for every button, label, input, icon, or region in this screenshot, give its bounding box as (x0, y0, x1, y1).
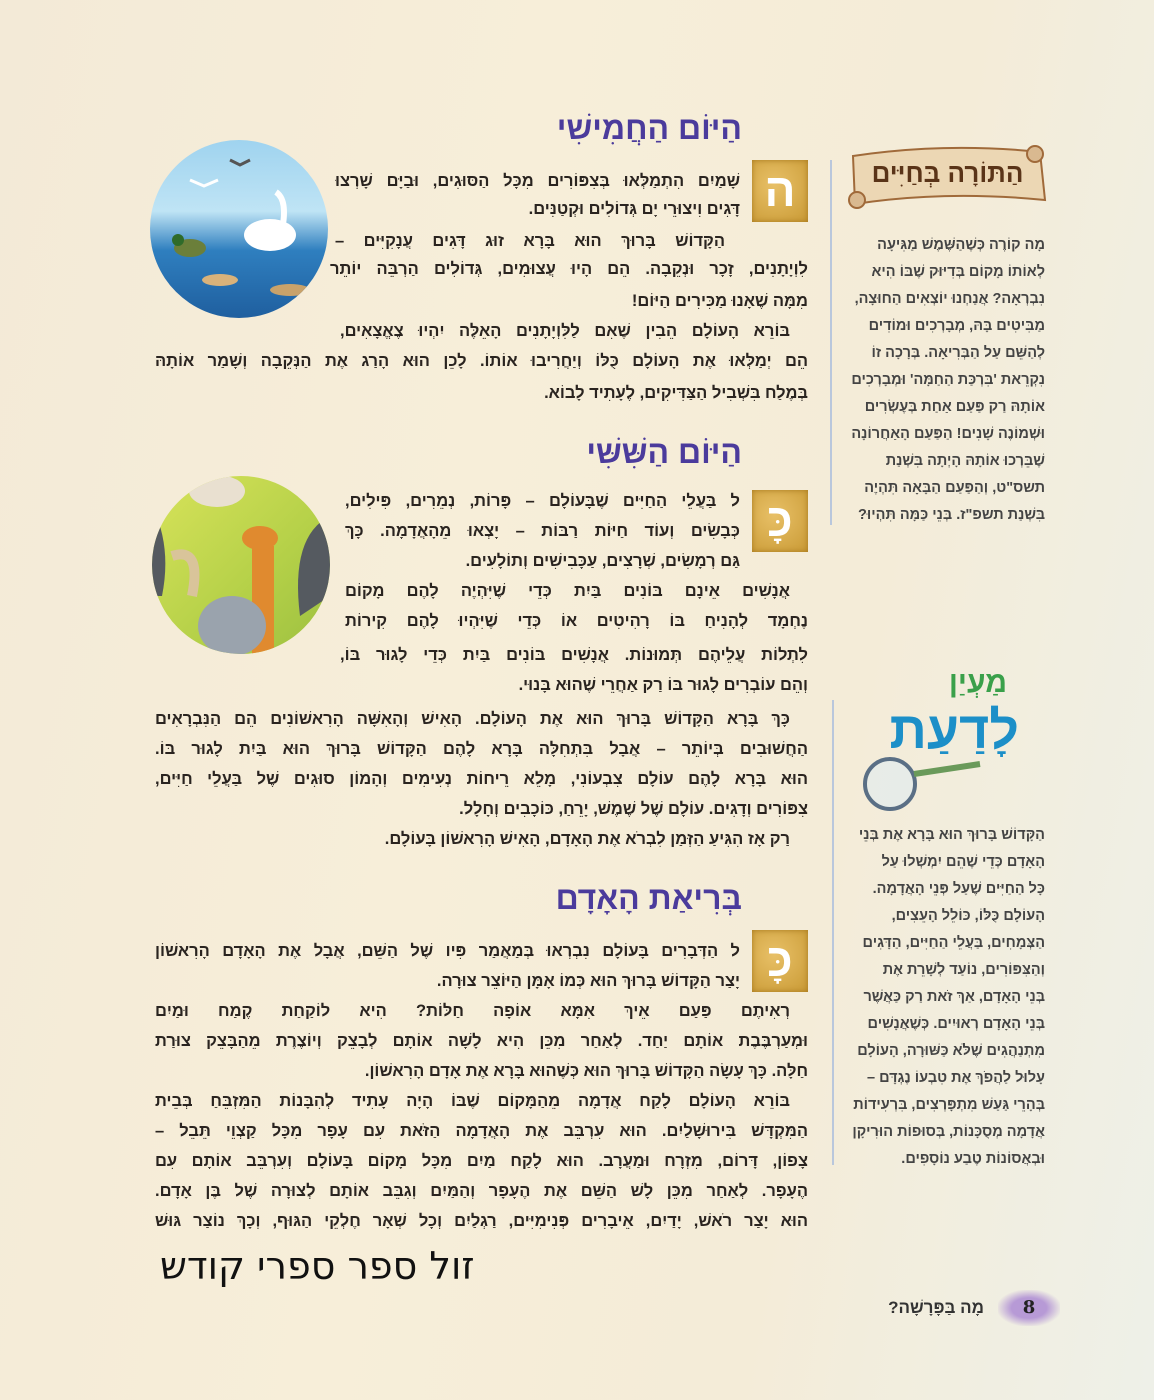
sidebar-text-line: שֶׁבֵּרְכוּ אוֹתָהּ הָיְתָה בִּשְׁנַת (885, 453, 1045, 469)
section-title-sixth-day: הַיּוֹם הַשִּׁשִּׁי (586, 434, 742, 470)
sidebar-divider (830, 160, 832, 525)
sidebar-text-line: לְאוֹתוֹ מָקוֹם בְּדִיּוּק שֶׁבּוֹ הִיא (871, 264, 1045, 280)
sidebar-divider (832, 700, 834, 1165)
logo-title-bottom: לָדַעַת (889, 702, 1019, 760)
text-line: וּמְעַרְבֶּבֶת אוֹתָם יַחַד. לְאַחַר מִכֵּן הִיא לָשָׁה אוֹתָם לְבָצֵק וְיוֹצֶרֶת מֵהַבָּצֵק צוּרַת (155, 1032, 808, 1050)
text-line: רְאִיתֶם פַּעַם אֵיךְ אִמָּא אוֹפָה חַלּוֹת? הִיא לוֹקַחַת קֶמַח וּמַיִם (155, 1002, 790, 1020)
dropcap: כָּ (752, 490, 808, 552)
sea-creatures-illustration (150, 140, 328, 318)
birds-fish-icon (150, 140, 328, 318)
section-title-fifth-day: הַיּוֹם הַחֲמִישִׁי (556, 110, 742, 146)
text-line: רַק אָז הִגִּיעַ הַזְּמַן לִבְרֹא אֶת הָאָדָם, הָאִישׁ הָרִאשׁוֹן בָּעוֹלָם. (384, 830, 790, 848)
sidebar-text-line: הָאָדָם כְּדֵי שֶׁהֵם יִמְשְׁלוּ עַל (881, 854, 1045, 870)
text-line: הֶעָפָר. לְאַחַר מִכֵּן לָשׁ הַשֵּׁם אֶת הֶעָפָר וְהַמַּיִם וְגִבֵּב אוֹתָם לְצוּרָה שֶׁל בֶּן אָדָם. (155, 1182, 808, 1200)
sidebar-text-line: וּשְׁמוֹנֶה שָׁנִים! הַפַּעַם הָאַחֲרוֹנָה (851, 426, 1045, 442)
text-line: בְּמֶלַח בִּשְׁבִיל הַצַּדִּיקִים, לֶעָתִיד לָבוֹא. (544, 384, 808, 402)
text-line: דָּגִים וִיצוּרֵי יָם גְּדוֹלִים וּקְטַנִּים. (528, 200, 740, 218)
text-line: צָפוֹן, דָּרוֹם, מִזְרָח וּמַעֲרָב. הוּא לָקַח מַיִם מִכָּל מָקוֹם בָּעוֹלָם וְעִרְבֵּב אוֹתָם עִם (155, 1152, 808, 1170)
sidebar-text-line: בְּנֵי הָאָדָם, אַךְ זֹאת רַק כַּאֲשֶׁר (863, 989, 1045, 1005)
text-line: ל הַדְּבָרִים בָּעוֹלָם נִבְרְאוּ בְּמַאֲמַר פִּיו שֶׁל הַשֵּׁם, אֲבָל אֶת הָאָדָם הָרִאשׁוֹן (155, 942, 740, 960)
text-line: כָּךְ בָּרָא הַקָּדוֹשׁ בָּרוּךְ הוּא אֶת הָעוֹלָם. הָאִישׁ וְהָאִשָּׁה הָרִאשׁוֹנִים הֵם הַנִּבְרָאִים (155, 710, 790, 728)
text-line: כְּבָשִׂים וְעוֹד חַיּוֹת רַבּוֹת – יָצְאוּ מֵהָאֲדָמָה. כָּךְ (345, 522, 740, 540)
text-line: צִפּוֹרִים וְדָגִים. עוֹלָם שֶׁל שֶׁמֶשׁ, יָרֵחַ, כּוֹכָבִים וְחָלָל. (459, 800, 808, 818)
sidebar-text-line: לְהַשֵּׁם עַל הַבְּרִיאָה. בְּרָכָה זוֹ (871, 345, 1045, 361)
text-line: הוּא בָּרָא לָהֶם עוֹלָם צִבְעוֹנִי, מָלֵא רֵיחוֹת נְעִימִים וְהָמוֹן סוּגִים שֶׁל בַּעֲלֵי חַיִּים, (155, 770, 808, 788)
text-line: הַחֲשׁוּבִים בְּיוֹתֵר – אֲבָל בִּתְחִלָּה בָּרָא לָהֶם הַקָּדוֹשׁ בָּרוּךְ הוּא בַּיִת לָגוּר בּוֹ. (155, 740, 808, 758)
sidebar-text-line: מָה קוֹרֶה כְּשֶׁהַשֶּׁמֶשׁ מַגִּיעָה (877, 237, 1045, 253)
text-line: מִמָּה שֶׁאָנוּ מַכִּירִים הַיּוֹם! (631, 292, 808, 310)
sidebar-text-line: נִקְרֵאת 'בִּרְכַּת הַחַמָּה' וּמְבָרְכִים (851, 372, 1045, 388)
sidebar-text-line: הַקָּדוֹשׁ בָּרוּךְ הוּא בָּרָא אֶת בְּנֵי (858, 827, 1045, 843)
page-number: 8 (1022, 1297, 1036, 1318)
text-line: ל בַּעֲלֵי הַחַיִּים שֶׁבָּעוֹלָם – פָּרוֹת, נְמֵרִים, פִּילִים, (345, 492, 740, 510)
watermark-text: זול ספר ספרי קודש (160, 1244, 475, 1288)
text-line: חַלָּה. כָּךְ עָשָׂה הַקָּדוֹשׁ בָּרוּךְ הוּא כְּשֶׁהוּא בָּרָא אֶת אָדָם הָרִאשׁוֹן. (364, 1062, 808, 1080)
sidebar-text-line: מִתְנַהֲגִים שֶׁלֹּא כַּשּׁוּרָה, הָעוֹלָם (857, 1043, 1045, 1059)
sidebar-text-line: עָלוּל לַהֲפֹךְ אֶת טִבְעוֹ נֶגְדָּם – (867, 1070, 1045, 1086)
sidebar-text-line: וְהַצִּפּוֹרִים, נוֹעַד לְשָׁרֵת אֶת (882, 962, 1045, 978)
sidebar-text-line: וּבְאֲסוֹנוֹת טֶבַע נוֹסָפִים. (901, 1151, 1045, 1167)
book-title: מָה בַּפָּרָשָׁה? (888, 1298, 984, 1317)
dropcap: ה (752, 160, 808, 222)
text-line: הוּא יָצַר רֹאשׁ, יָדַיִם, אֵיבָרִים פְּנִימִיִּים, רַגְלַיִם וְכָל שְׁאָר חֶלְקֵי הַגּוּף, וְכָךְ נוֹצַר גּוּשׁ (155, 1212, 808, 1230)
animals-illustration (152, 476, 330, 654)
torah-in-life-banner (845, 142, 1050, 212)
sidebar-text-line: תשס"ט, וְהַפַּעַם הַבָּאָה תִּהְיֶה (864, 480, 1045, 496)
sidebar-text-line: בְּהָרֵי גַּעַשׁ מִתְפָּרְצִים, בִּרְעִידוֹת (853, 1097, 1045, 1113)
did-you-know-logo (850, 666, 1035, 816)
sidebar-text-line: הָעוֹלָם כֻּלּוֹ, כּוֹלֵל הָעֵצִים, (891, 908, 1045, 924)
sidebar-text-line: בִּשְׁנַת תשפ"ז. בְּנֵי כַּמָּה תִּהְיוּ? (858, 507, 1045, 523)
giraffe-elephant-icon (152, 476, 330, 654)
sidebar-text-line: הַצְּמָחִים, בַּעֲלֵי הַחַיִּים, הַדָּגִים (862, 935, 1045, 951)
sidebar-text-line: אֲדָמָה מְסֻכָּנוֹת, בְּסוּפוֹת הוּרִיקָן (852, 1124, 1045, 1140)
text-line: הֵם יְמַלְּאוּ אֶת הָעוֹלָם כֻּלּוֹ וְיַחֲרִיבוּ אוֹתוֹ. לָכֵן הוּא הָרַג אֶת הַנְּקֵבָה וְשָׁמַר אוֹתָהּ (155, 352, 808, 370)
text-line: אֲנָשִׁים אֵינָם בּוֹנִים בַּיִת כְּדֵי שֶׁיִּהְיֶה לָהֶם מָקוֹם (345, 582, 790, 600)
text-line: הַקָּדוֹשׁ בָּרוּךְ הוּא בָּרָא זוּג דָּגִים עֲנָקִיִּים – (335, 232, 725, 250)
text-line: וְהֵם עוֹבְרִים לָגוּר בּוֹ רַק אַחֲרֵי שֶׁהוּא בָּנוּי. (518, 676, 808, 694)
sidebar-text-line: כָּל הַחַיִּים שֶׁעַל פְּנֵי הָאֲדָמָה. (872, 881, 1045, 897)
text-line: גַּם רְמָשִׂים, שְׁרָצִים, עַכָּבִישִׁים וְתוֹלָעִים. (465, 552, 740, 570)
text-line: לִתְלוֹת עֲלֵיהֶם תְּמוּנוֹת. אֲנָשִׁים בּוֹנִים בַּיִת כְּדֵי לָגוּר בּוֹ, (340, 646, 808, 664)
sidebar-text-line: אוֹתָהּ רַק פַּעַם אַחַת בְּעֶשְׂרִים (864, 399, 1045, 415)
dropcap: כָּ (752, 930, 808, 992)
text-line: בּוֹרֵא הָעוֹלָם לָקַח אֲדָמָה מֵהַמָּקוֹם שֶׁבּוֹ הָיָה עָתִיד לְהִבָּנוֹת הַמִּזְבֵּחַ בְּבֵית (155, 1092, 790, 1110)
page-number-badge (998, 1290, 1060, 1326)
text-line: יָצַר הַקָּדוֹשׁ בָּרוּךְ הוּא כְּמוֹ אָמָּן הַיּוֹצֵר צוּרָה. (436, 972, 740, 990)
sidebar-text-line: נִבְרְאָה? אֲנַחְנוּ יוֹצְאִים הַחוּצָה, (854, 291, 1045, 307)
text-line: שָׁמַיִם הִתְמַלְּאוּ בְּצִפּוֹרִים מִכָּל הַסּוּגִים, וּבַיָּם שָׁרְצוּ (335, 172, 740, 190)
text-line: הַמִּקְדָּשׁ בִּירוּשָׁלַיִם. הוּא עִרְבֵּב אֶת הָאֲדָמָה הַזֹּאת עִם עָפָר מִכָּל קַצְוֵי תֵּבֵל – (155, 1122, 808, 1140)
sidebar-text-line: מַבִּיטִים בָּהּ, מְבָרְכִים וּמוֹדִים (868, 318, 1045, 334)
sidebar-title: הַתּוֹרָה בְּחַיִּים (871, 158, 1024, 188)
sidebar-text-line: בְּנֵי הָאָדָם רְאוּיִים. כְּשֶׁאֲנָשִׁים (867, 1016, 1045, 1032)
text-line: בּוֹרֵא הָעוֹלָם הֵבִין שֶׁאִם לַלִּוְיָתָנִים הָאֵלֶּה יִהְיוּ צֶאֱצָאִים, (340, 322, 790, 340)
magnifying-glass-icon (850, 666, 1035, 816)
section-title-creation-of-man: בְּרִיאַת הָאָדָם (555, 880, 742, 916)
text-line: נֶחְמָד לְהָנִיחַ בּוֹ רָהִיטִים אוֹ כְּדֵי שֶׁיִּהְיוּ לָהֶם קִירוֹת (345, 612, 808, 630)
logo-title-top: מַעְיַן (948, 666, 1007, 699)
text-line: לִוְיָתָנִים, זָכָר וּנְקֵבָה. הֵם הָיוּ עֲצוּמִים, גְּדוֹלִים הַרְבֵּה יוֹתֵר (330, 260, 808, 278)
